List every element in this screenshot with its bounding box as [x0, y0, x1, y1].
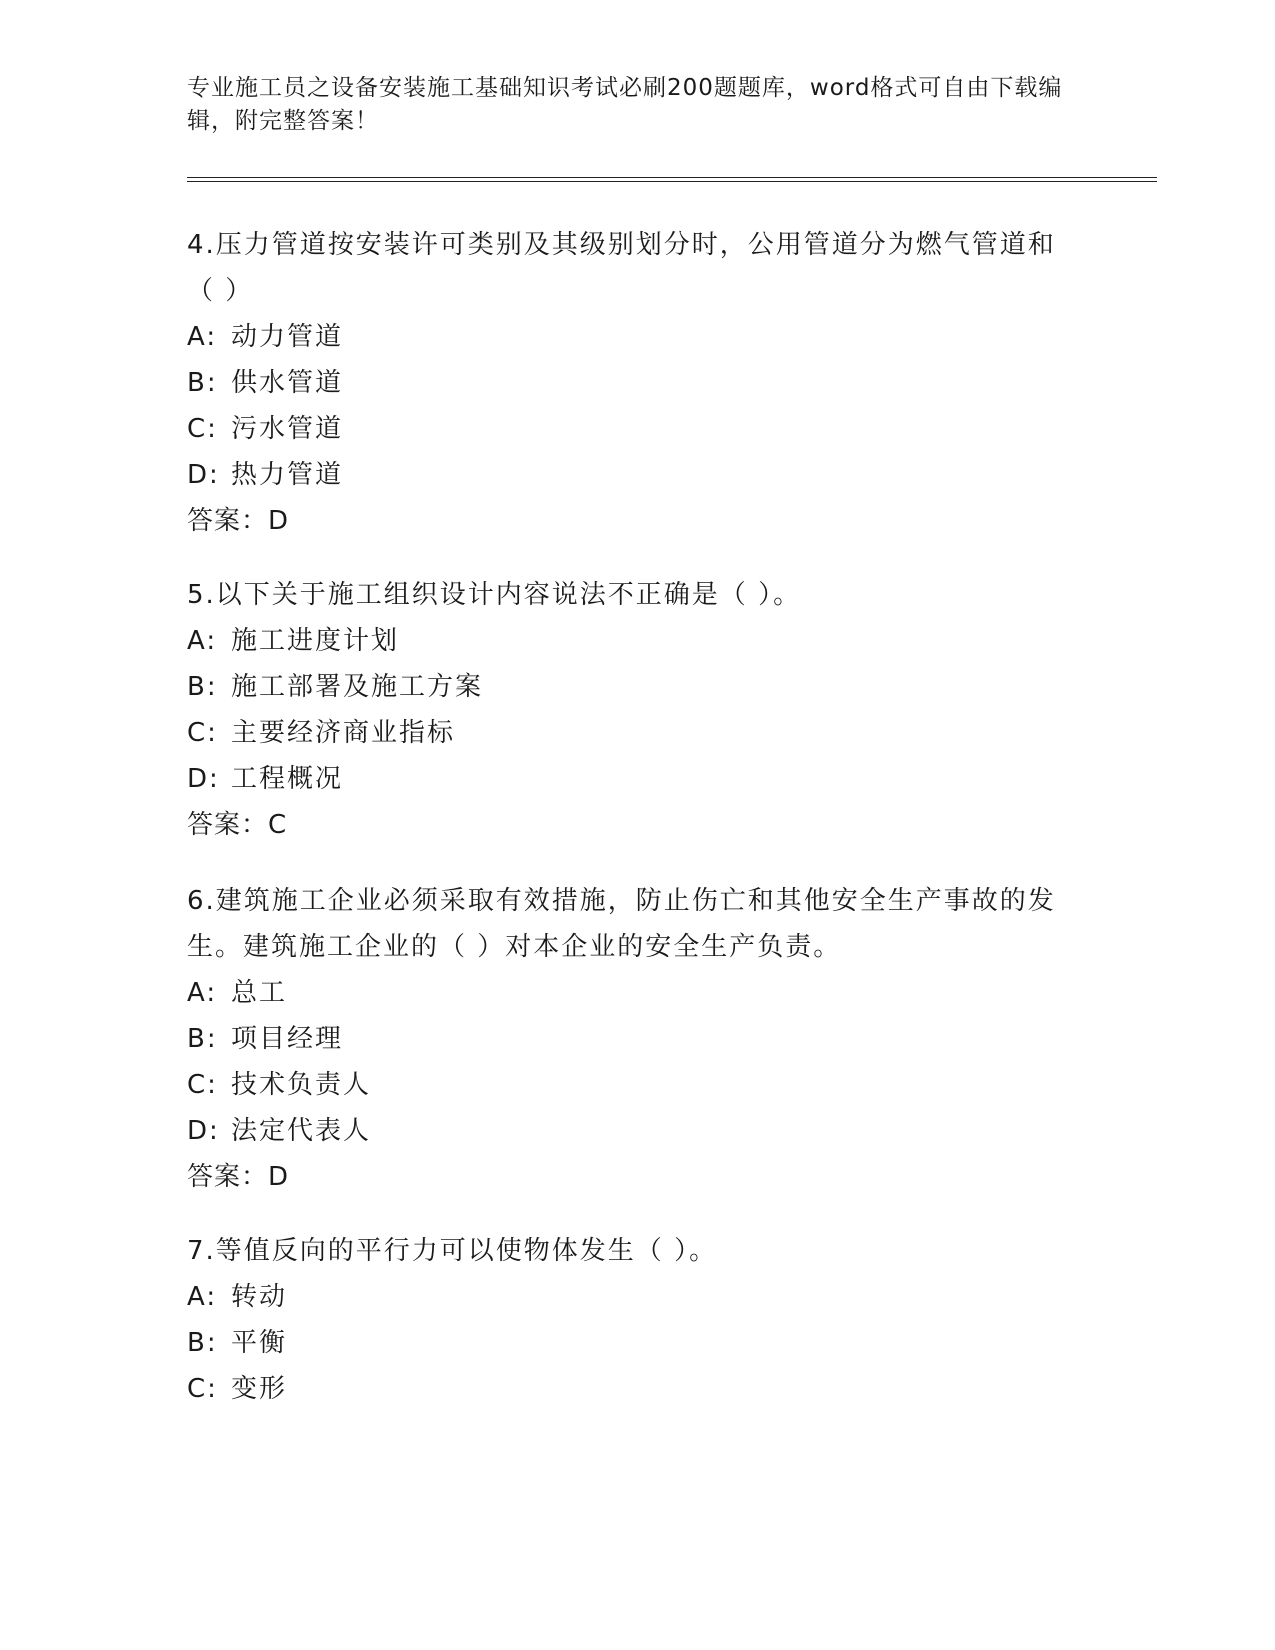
option-text: 施工进度计划: [231, 626, 400, 656]
option-d: [187, 756, 1067, 802]
option-d: [187, 452, 1067, 498]
answer-label: 答案：D: [187, 1162, 290, 1192]
option-text: 施工部署及施工方案: [231, 672, 484, 702]
option-a: [187, 618, 1067, 664]
option-letter: B:: [187, 1328, 218, 1358]
option-b: [187, 1016, 1067, 1062]
option-c: [187, 1366, 1067, 1412]
option-text: 热力管道: [231, 460, 344, 490]
option-letter: D:: [187, 460, 220, 490]
question-text: 6.建筑施工企业必须采取有效措施，防止伤亡和其他安全生产事故的发生。建筑施工企业的（ ）对本企业的安全生产负责。: [187, 886, 1056, 962]
option-letter: A:: [187, 322, 218, 352]
question-text: 5.以下关于施工组织设计内容说法不正确是（ ）。: [187, 580, 802, 610]
option-text: 工程概况: [231, 764, 344, 794]
option-text: 技术负责人: [231, 1070, 372, 1100]
answer-label: 答案：D: [187, 506, 290, 536]
option-text: 供水管道: [231, 368, 344, 398]
question-text: 7.等值反向的平行力可以使物体发生（ ）。: [187, 1236, 718, 1266]
option-text: 变形: [231, 1374, 288, 1404]
option-d: [187, 1108, 1067, 1154]
option-letter: C:: [187, 1070, 218, 1100]
option-letter: D:: [187, 1116, 220, 1146]
option-letter: C:: [187, 718, 218, 748]
option-text: 转动: [231, 1282, 288, 1312]
header-divider: [187, 177, 1157, 182]
option-letter: A:: [187, 978, 218, 1008]
option-c: [187, 406, 1067, 452]
option-text: 法定代表人: [231, 1116, 372, 1146]
option-c: [187, 710, 1067, 756]
option-letter: B:: [187, 672, 218, 702]
question-5: [187, 572, 1067, 848]
option-letter: A:: [187, 1282, 218, 1312]
option-letter: B:: [187, 368, 218, 398]
question-7: [187, 1228, 1067, 1412]
option-text: 污水管道: [231, 414, 344, 444]
option-b: [187, 360, 1067, 406]
question-6: [187, 878, 1067, 1200]
option-b: [187, 664, 1067, 710]
option-a: [187, 970, 1067, 1016]
option-a: [187, 314, 1067, 360]
option-letter: C:: [187, 414, 218, 444]
option-letter: A:: [187, 626, 218, 656]
option-letter: C:: [187, 1374, 218, 1404]
option-text: 平衡: [231, 1328, 288, 1358]
answer-label: 答案：C: [187, 810, 288, 840]
option-b: [187, 1320, 1067, 1366]
question-text: 4.压力管道按安装许可类别及其级别划分时，公用管道分为燃气管道和（ ）: [187, 230, 1056, 306]
option-letter: D:: [187, 764, 220, 794]
option-a: [187, 1274, 1067, 1320]
option-c: [187, 1062, 1067, 1108]
question-4: [187, 222, 1067, 544]
option-text: 项目经理: [231, 1024, 344, 1054]
option-text: 主要经济商业指标: [231, 718, 456, 748]
option-text: 动力管道: [231, 322, 344, 352]
document-header: 专业施工员之设备安装施工基础知识考试必刷200题题库，word格式可自由下载编辑，附完整答案！: [187, 75, 1063, 134]
option-text: 总工: [231, 978, 288, 1008]
option-letter: B:: [187, 1024, 218, 1054]
